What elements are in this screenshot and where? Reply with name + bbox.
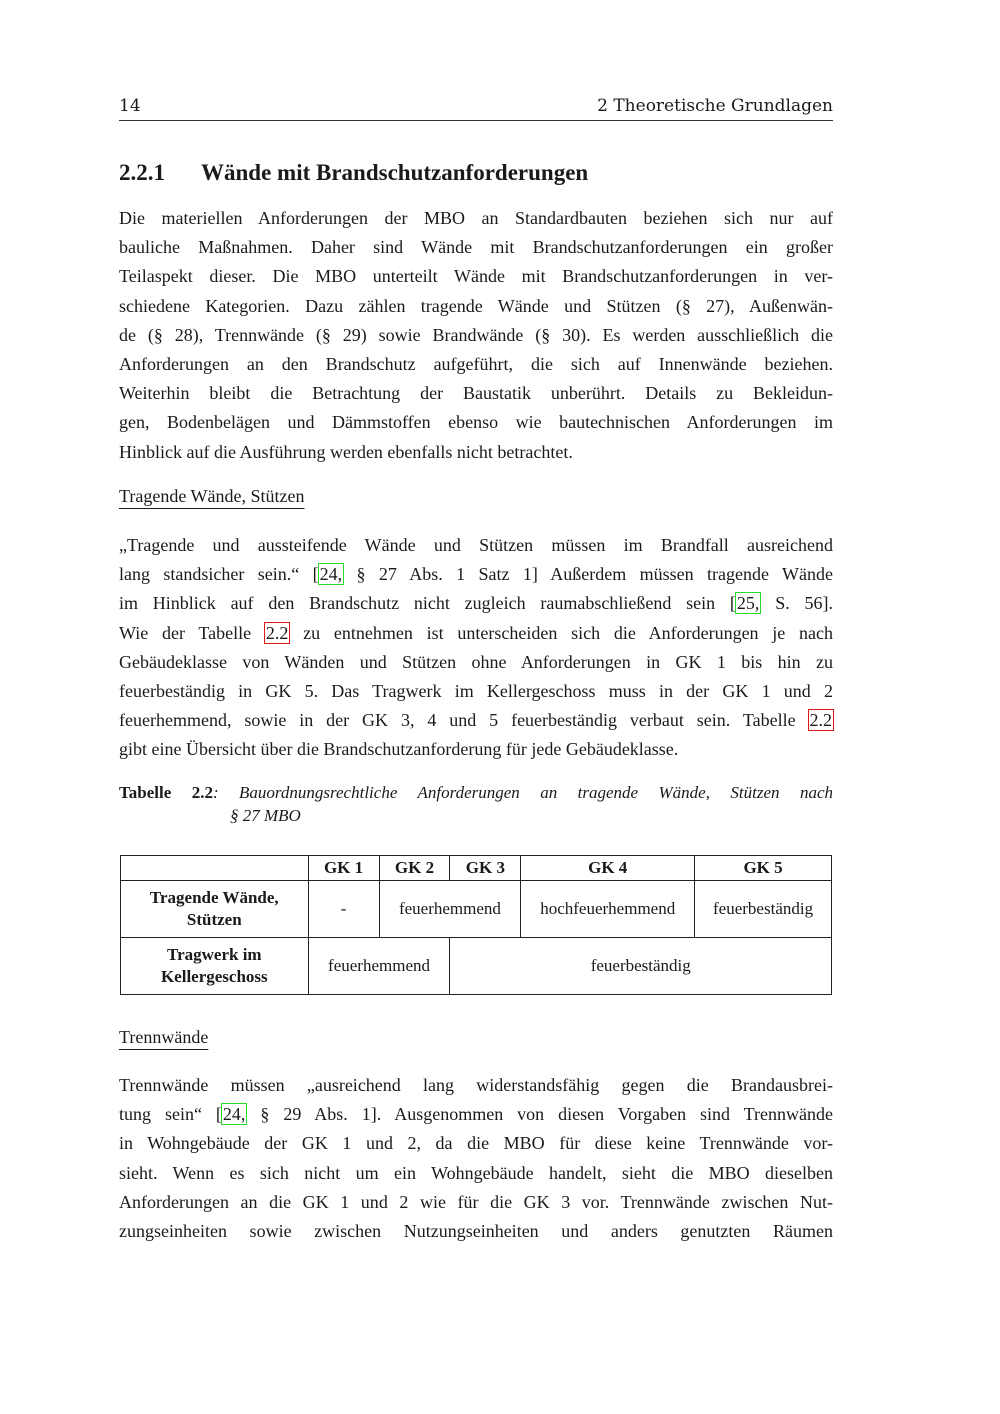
subheading-tragende-waende: Tragende Wände, Stützen	[119, 486, 305, 506]
row-label-line: Kellergeschoss	[160, 967, 268, 986]
table-row	[121, 938, 832, 995]
text-run: § 29 Abs. 1]. Ausgenommen von diesen Vorgaben sind Trennwände	[260, 1104, 833, 1125]
table-cell: hochfeuerhemmend	[521, 881, 695, 938]
caption-line: § 27 MBO	[230, 806, 301, 825]
text-run: zu entnehmen ist unterscheiden sich die Anforderungen je nach	[303, 622, 834, 643]
para-line	[119, 619, 833, 648]
table-reference-link[interactable]: 2.2	[265, 622, 289, 643]
intro-line: Weiterhin bleibt die Betrachtung der Baustatik unberührt. Details zu Bekleidun-	[119, 383, 833, 404]
intro-line: Hinblick auf die Ausführung werden ebenfalls nicht betrachtet.	[119, 441, 573, 462]
para-line: Trennwände müssen „ausreichend lang widerstandsfähig gegen die Brandausbrei-	[119, 1075, 833, 1095]
section-title-text: Wände mit Brandschutzanforderungen	[201, 160, 589, 185]
text-run: Wie der Tabelle	[119, 622, 252, 643]
table-caption	[119, 781, 833, 827]
text-run: lang standsicher sein.“	[119, 564, 300, 585]
table-cell: feuerbeständig	[695, 881, 832, 938]
para-line: Anforderungen an die GK 1 und 2 wie für die GK 3 vor. Trennwände zwischen Nut-	[119, 1191, 833, 1212]
para-line: „Tragende und aussteifende Wände und Stützen müssen im Brandfall ausreichend	[119, 535, 833, 555]
intro-line: bauliche Maßnahmen. Daher sind Wände mit Brandschutzanforderungen ein großer	[119, 237, 833, 258]
text-run: S. 56].	[775, 593, 834, 614]
text-run: feuerhemmend, sowie in der GK 3, 4 und 5 feuerbeständig verbaut sein. Tabelle	[119, 710, 796, 731]
intro-line: gen, Bodenbelägen und Dämmstoffen ebenso wie bautechnischen Anforderungen im	[119, 412, 833, 433]
citation-link[interactable]: 25,	[736, 593, 760, 614]
intro-paragraph	[119, 204, 833, 467]
row-label-line: Tragwerk im	[167, 945, 262, 964]
intro-line: de (§ 28), Trennwände (§ 29) sowie Brandwände (§ 30). Es werden ausschließlich die	[119, 324, 833, 345]
para-line	[119, 706, 833, 735]
para-line	[119, 589, 833, 618]
row-label-line: Stützen	[186, 910, 242, 929]
text-run: im Hinblick auf den Brandschutz nicht zugleich raumabschließend sein [	[119, 593, 736, 614]
row-label-line: Tragende Wände,	[149, 888, 279, 907]
para-line: feuerbeständig in GK 5. Das Tragwerk im Kellergeschoss muss in der GK 1 und 2	[119, 680, 833, 701]
header-cell: GK 3	[450, 856, 521, 881]
section-heading	[119, 160, 588, 186]
caption-line	[119, 781, 833, 804]
table-cell: feuerbeständig	[450, 938, 832, 995]
subheading-trennwaende: Trennwände	[119, 1027, 209, 1047]
trennwaende-paragraph	[119, 1071, 833, 1246]
para-line: Gebäudeklasse von Wänden und Stützen ohne Anforderungen in GK 1 bis hin zu	[119, 651, 833, 672]
para-line: lang standsicher sein.“ [24, § 27 Abs. 1 Satz 1] Außerdem müssen tragende Wände	[119, 564, 834, 585]
tragende-paragraph	[119, 531, 833, 765]
header-cell: GK 5	[695, 856, 832, 881]
chapter-title: 2 Theoretische Grundlagen	[597, 96, 833, 116]
running-header	[119, 96, 833, 121]
header-cell: GK 4	[521, 856, 695, 881]
text-run: tung sein“ [	[119, 1104, 222, 1125]
header-cell: GK 2	[379, 856, 450, 881]
section-number: 2.2.1	[119, 160, 165, 185]
citation-link[interactable]: 24,	[222, 1104, 246, 1125]
page-number: 14	[119, 96, 141, 116]
header-cell: GK 1	[308, 856, 379, 881]
para-line	[119, 1100, 833, 1129]
intro-line: Anforderungen an den Brandschutz aufgeführt, die sich auf Innenwände beziehen.	[119, 353, 833, 374]
caption-label: Tabelle 2.2	[119, 783, 213, 802]
para-line: zungseinheiten sowie zwischen Nutzungseinheiten und anders genutzten Räumen	[119, 1220, 833, 1241]
intro-line: schiedene Kategorien. Dazu zählen tragende Wände und Stützen (§ 27), Außenwän-	[119, 295, 833, 316]
table-cell: -	[308, 881, 379, 938]
table-header-row	[121, 856, 832, 881]
requirements-table	[120, 855, 832, 995]
para-line: in Wohngebäude der GK 1 und 2, da die MBO für diese keine Trennwände vor-	[119, 1133, 833, 1154]
intro-line: Teilaspekt dieser. Die MBO unterteilt Wände mit Brandschutzanforderungen in ver-	[119, 266, 833, 287]
intro-line: Die materiellen Anforderungen der MBO an Standardbauten beziehen sich nur auf	[119, 208, 833, 228]
header-cell	[121, 856, 309, 881]
caption-text: : Bauordnungsrechtliche Anforderungen an tragende Wände, Stützen nach	[212, 783, 833, 802]
row-label	[121, 881, 309, 938]
row-label	[121, 938, 309, 995]
citation-link[interactable]: 24,	[319, 564, 343, 585]
table-cell: feuerhemmend	[379, 881, 521, 938]
para-line: gibt eine Übersicht über die Brandschutzanforderung für jede Gebäudeklasse.	[119, 739, 679, 760]
table-reference-link[interactable]: 2.2	[809, 710, 832, 731]
table-row	[121, 881, 832, 938]
para-line: sieht. Wenn es sich nicht um ein Wohngebäude handelt, sieht die MBO dieselben	[119, 1162, 833, 1183]
text-run: § 27 Abs. 1 Satz 1] Außerdem müssen tragende Wände	[356, 564, 834, 585]
table-cell: feuerhemmend	[308, 938, 450, 995]
